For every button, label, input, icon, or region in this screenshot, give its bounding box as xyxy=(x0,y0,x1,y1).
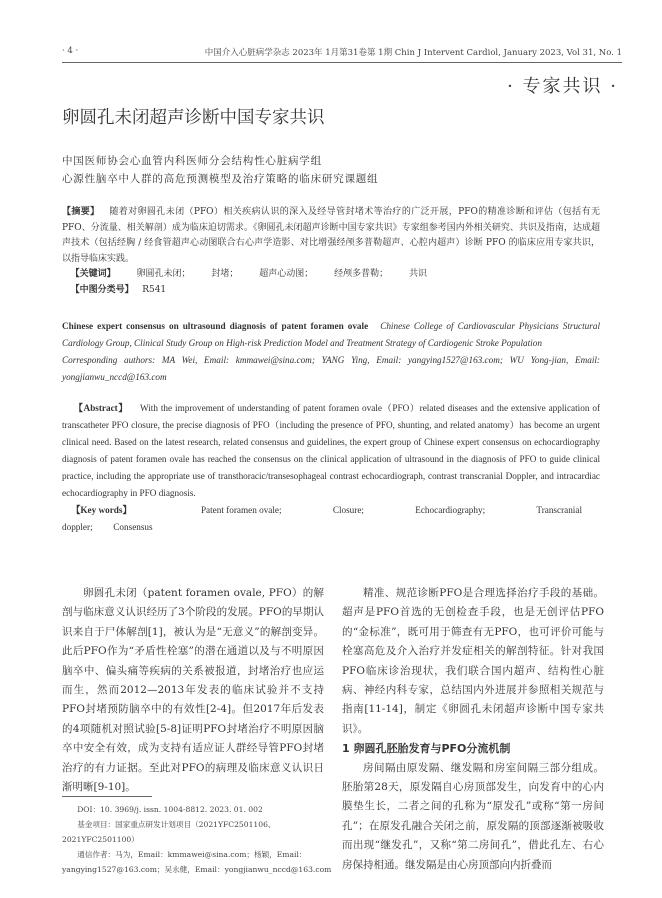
classification xyxy=(62,283,600,299)
body-paragraph: 卵圆孔未闭（patent foramen ovale, PFO）的解剖与临床意义认识经历了3个阶段的发展。PFO的早期认识来自于尸体解剖[1]，被认为是“无意义”的解剖变异。此后PFO作为“矛盾性栓塞”的潜在通道以及与不明原因脑卒中、偏头痛等疾病的关系被报道，封堵治疗也应运而生，然而2012—2013年发表的临床试验并不支持PFO封堵预防脑卒中的有效性[2-4]。但2017年后发表的4项随机对照试验[5-8]证明PFO封堵治疗不明原因脑卒中安全有效，成为支持有适应证人群经导管PFO封堵治疗的有力证据。至此对PFO的病理及临床意义认识日渐明晰[9-10]。 xyxy=(62,587,324,794)
section-tag: · 专家共识 · xyxy=(507,76,618,97)
keyword: 封堵； xyxy=(211,269,239,279)
footnote-rule xyxy=(62,796,152,797)
fund-note: 基金项目：国家重点研发计划项目（2021YFC2501106、2021YFC2501100） xyxy=(62,820,276,844)
classification-label: 【中图分类号】 xyxy=(70,284,134,295)
body-paragraph: 精准、规范诊断PFO是合理选择治疗手段的基础。超声是PFO首选的无创检查手段，也是无创评估PFO的“金标准”，既可用于筛查有无PFO，也可评价可能与栓塞高危及介入治疗并发症相关的解剖特征。针对我国PFO临床诊治现状，我们联合国内超声、结构性心脏病、神经内科专家，总结国内外进展并参照相关规范与指南[11-14]，制定《卵圆孔未闭超声诊断中国专家共识》。 xyxy=(342,587,604,735)
abstract-text: 随着对卵圆孔未闭（PFO）相关疾病认识的深入及经导管封堵术等治疗的广泛开展，PFO的精准诊断和评估（包括有无 PFO、分流量、相关解剖）成为临床迫切需求。《卵圆孔未闭超声诊断中国专家共识》专家组参考国内外相关研究、共识及指南，达成超声技术（包括经胸 / 经食管超声心动图联合右心声学造影、对比增强经颅多普勒超声、心腔内超声）诊断 PFO 的临床应用专家共识，以指导临床实践。 xyxy=(62,207,600,264)
footnotes xyxy=(62,802,332,877)
english-title-block xyxy=(62,318,600,386)
doi: DOI：10. 3969/j. issn. 1004-8812. 2023. 01. 002 xyxy=(77,805,263,814)
english-abstract-text: With the improvement of understanding of patent foramen ovale（PFO）related diseases and the extensive application of transcatheter PFO closure, the precise diagnosis of PFO（including the presence of PFO, shunting, and related anatomy）has become an urgent clinical need. Based on the latest research, related consensus and guidelines, the expert group of Chinese expert consensus on echocardiography diagnosis of patent foramen ovale has reached the consensus on the clinical application of ultrasound in the diagnosis of PFO to guide clinical practice, including the appropriate use of transthoracic/transesophageal contrast echocardiograph, contrast transcranial Doppler, and intracardiac echocardiography in PFO diagnosis. xyxy=(62,403,601,498)
english-keywords-continued xyxy=(62,519,600,536)
english-title: Chinese expert consensus on ultrasound diagnosis of patent foramen ovale xyxy=(62,321,369,331)
keyword: Consensus xyxy=(113,522,153,532)
author-group-1: 中国医师协会心血管内科医师分会结构性心脏病学组 xyxy=(62,155,322,167)
english-keywords xyxy=(62,502,600,519)
keyword: doppler; xyxy=(62,522,93,532)
keyword: 经颅多普勒； xyxy=(334,269,389,279)
body-paragraph: 房间隔由原发隔、继发隔和房室间隔三部分组成。胚胎第28天，原发隔自心房顶部发生，向发育中的心内膜垫生长，二者之间的孔称为“原发孔”或称“第一房间孔”；在原发孔融合关闭之前，原发隔的顶部逐渐被吸收而出现“继发孔”，又称“第二房间孔”，借此孔左、右心房保持相通。继发隔是由心房顶部向内折叠而 xyxy=(342,761,604,871)
english-abstract-label: 【Abstract】 xyxy=(73,403,129,413)
keyword: Echocardiography; xyxy=(415,505,486,515)
article-title: 卵圆孔未闭超声诊断中国专家共识 xyxy=(62,108,325,128)
english-abstract xyxy=(62,400,600,536)
section-heading: 1 卵圆孔胚胎发育与PFO分流机制 xyxy=(342,742,511,756)
keyword: 卵圆孔未闭； xyxy=(136,269,191,279)
english-organization: Chinese College of Cardiovascular Physicians Structural Cardiology Group, Clinical Study Group on High-risk Prediction Model and Treatment Strategy of Cardiogenic Stroke Population xyxy=(62,321,600,348)
body-column-left xyxy=(62,584,324,797)
english-keywords-label: 【Key words】 xyxy=(71,505,132,515)
classification-value: R541 xyxy=(142,284,167,295)
keyword: Patent foramen ovale; xyxy=(200,505,282,515)
page-number: · 4 · xyxy=(62,46,79,56)
keyword: 超声心动图； xyxy=(259,269,314,279)
author-group-2: 心源性脑卒中人群的高危预测模型及治疗策略的临床研究课题组 xyxy=(62,173,379,185)
header-rule xyxy=(62,62,622,63)
keywords-label: 【关键词】 xyxy=(70,269,116,279)
corresponding-authors: Corresponding authors: MA Wei, Email: kmmawei@sina.com; YANG Ying, Email: yangying1527@163.com; WU Yong-jian, Email: yongjianwu_nccd@163.com xyxy=(62,355,600,382)
author-groups xyxy=(62,152,378,188)
keyword: Transcranial xyxy=(536,505,582,515)
chinese-keywords xyxy=(62,267,600,283)
correspondence-note: 通信作者：马为，Email：kmmawei@sina.com；杨颖，Email：yangying1527@163.com；吴永健，Email：yongjianwu_nccd@163.com xyxy=(62,850,332,874)
journal-citation: 中国介入心脏病学杂志 2023年 1月第31卷第 1期 Chin J Intervent Cardiol, January 2023, Vol 31, No. 1 xyxy=(204,48,622,58)
running-header xyxy=(62,46,622,60)
keyword: 共识 xyxy=(409,269,428,279)
abstract-label: 【摘要】 xyxy=(62,207,100,217)
keyword: Closure; xyxy=(332,505,364,515)
body-column-right xyxy=(342,584,604,875)
chinese-abstract xyxy=(62,205,600,298)
